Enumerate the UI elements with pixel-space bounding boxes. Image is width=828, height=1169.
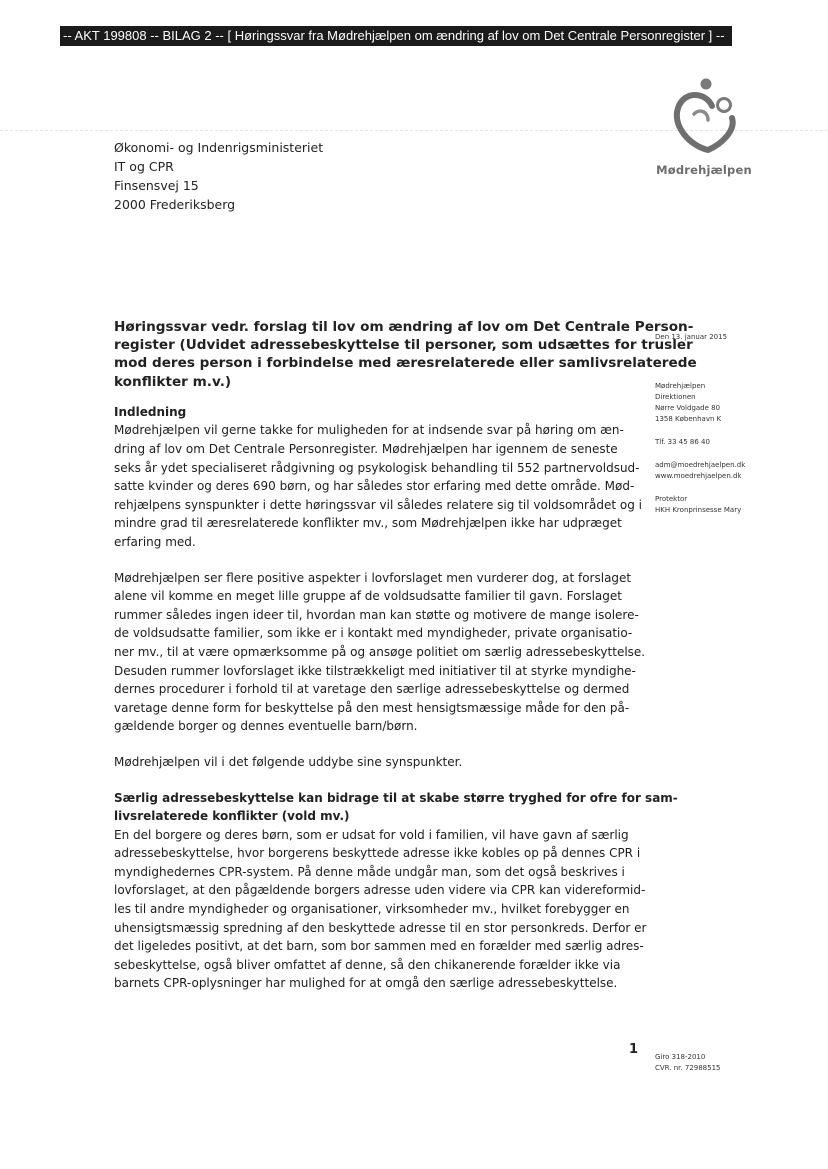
sender-line: Mødrehjælpen [655, 382, 706, 390]
title-line: mod deres person i forbindelse med æresrelaterede eller samlivsrelaterede [114, 355, 697, 372]
address-line: Økonomi- og Indenrigsministeriet [114, 140, 324, 155]
text-line: Desuden rummer lovforslaget ikke tilstrækkeligt med initiativer til at styrke myndighe- [114, 663, 636, 678]
logo-wordmark: Mødrehjælpen [656, 163, 752, 177]
sender-line: Nørre Voldgade 80 [655, 404, 721, 412]
section-heading-protection [114, 789, 678, 826]
text-line: rummer således ingen ideer til, hvordan man kan støtte og motivere de mange isolere- [114, 607, 639, 622]
page-number: 1 [629, 1042, 639, 1057]
text-line: dring af lov om Det Centrale Personregister. Mødrehjælpen har igennem de seneste [114, 442, 618, 456]
text-line: myndighedernes CPR-system. På denne måde undgår man, som det også beskrives i [114, 864, 625, 879]
footer-registration [655, 1052, 721, 1074]
patron-name: HKH Kronprinsesse Mary [655, 506, 742, 514]
text-line: satte kvinder og deres 690 børn, og har således stor erfaring med dette område. Mød- [114, 479, 635, 494]
sender-website: www.moedrehjaelpen.dk [655, 472, 742, 480]
text-line: rehjælpens synspunkter i dette høringssvar vil således relatere sig til voldsområdet og i [114, 497, 642, 512]
sender-email: adm@moedrehjaelpen.dk [655, 461, 746, 469]
heading-line: Særlig adressebeskyttelse kan bidrage til at skabe større tryghed for ofre for sam- [114, 790, 678, 805]
text-line: ner mv., til at være opmærksomme på og ansøge politiet om særlig adressebeskyttelse. [114, 644, 646, 659]
text-line: les til andre myndigheder og organisationer, virksomheder mv., hvilket forebygger en [114, 902, 630, 917]
text-line: alene vil komme en meget lille gruppe af de voldsudsatte familier til gavn. Forslaget [114, 589, 622, 604]
text-line: gældende borger og dennes eventuelle barn/børn. [114, 719, 418, 734]
archive-stamp: -- AKT 199808 -- BILAG 2 -- [ Høringssvar fra Mødrehjælpen om ændring af lov om Det Centrale Personregister ] -- [60, 26, 732, 46]
title-line: Høringssvar vedr. forslag til lov om ændring af lov om Det Centrale Person- [114, 319, 694, 335]
heading-line: livsrelaterede konflikter (vold mv.) [114, 809, 350, 824]
paragraph-protection [114, 826, 647, 993]
text-line: Mødrehjælpen vil i det følgende uddybe sine synspunkter. [114, 754, 463, 769]
sender-address [655, 381, 775, 425]
text-line: uhensigtsmæssig spredning af den beskyttede adresse til en stor personkreds. Derfor er [114, 920, 647, 935]
giro-number: Giro 318-2010 [655, 1053, 706, 1061]
text-line: dernes procedurer i forhold til at varetage den særlige adressebeskyttelse og dermed [114, 682, 630, 697]
text-line: barnets CPR-oplysninger har mulighed for at omgå den særlige adressebeskyttelse. [114, 976, 618, 991]
text-line: adressebeskyttelse, hvor borgerens beskyttede adresse ikke kobles op på dennes CPR i [114, 846, 641, 861]
heading-line: Indledning [114, 404, 187, 419]
text-line: de voldsudsatte familier, som ikke er i kontakt med myndigheder, private organisatio- [114, 626, 633, 641]
title-line: konflikter m.v.) [114, 373, 232, 390]
paragraph-intro [114, 421, 642, 551]
address-line: Finsensvej 15 [114, 178, 199, 193]
patron-block [655, 494, 775, 516]
patron-label: Protektor [655, 495, 688, 503]
text-line: Mødrehjælpen ser flere positive aspekter i lovforslaget men vurderer dog, at forslaget [114, 570, 632, 585]
address-line: 2000 Frederiksberg [114, 197, 236, 212]
paragraph-assessment [114, 569, 646, 736]
text-line: En del borgere og deres børn, som er udsat for vold i familien, vil have gavn af særlig [114, 827, 629, 842]
heart-logo-icon [666, 72, 742, 156]
letter-date: Den 13. januar 2015 [655, 333, 728, 341]
sender-line: 1358 København K [655, 415, 722, 423]
recipient-address [114, 138, 323, 214]
address-line: IT og CPR [114, 159, 174, 174]
text-line: lovforslaget, at den pågældende borgers adresse uden videre via CPR kan videreformid- [114, 883, 646, 898]
text-line: varetage denne form for beskyttelse på den mest hensigtsmæssige måde for den på- [114, 700, 630, 715]
text-line: mindre grad til æresrelaterede konflikter mv., som Mødrehjælpen ikke har udpræget [114, 516, 622, 531]
sender-contact [655, 460, 775, 482]
sender-line: Direktionen [655, 393, 696, 401]
text-line: sebeskyttelse, også bliver omfattet af denne, så den chikanerende forælder ikke via [114, 957, 621, 972]
cvr-number: CVR. nr. 72988515 [655, 1064, 721, 1072]
text-line: Mødrehjælpen vil gerne takke for muligheden for at indsende svar på høring om æn- [114, 423, 624, 438]
text-line: det ligeledes positivt, at det barn, som bor sammen med en forælder med særlig adres- [114, 939, 644, 954]
text-line: seks år ydet specialiseret rådgivning og psykologisk behandling til 552 partnervoldsud- [114, 460, 640, 475]
section-heading-intro [114, 403, 639, 422]
paragraph-transition [114, 753, 639, 772]
text-line: erfaring med. [114, 534, 196, 549]
title-line: register (Udvidet adressebeskyttelse til personer, som udsættes for trusler [114, 337, 693, 354]
sender-phone: Tlf. 33 45 86 40 [655, 438, 710, 446]
